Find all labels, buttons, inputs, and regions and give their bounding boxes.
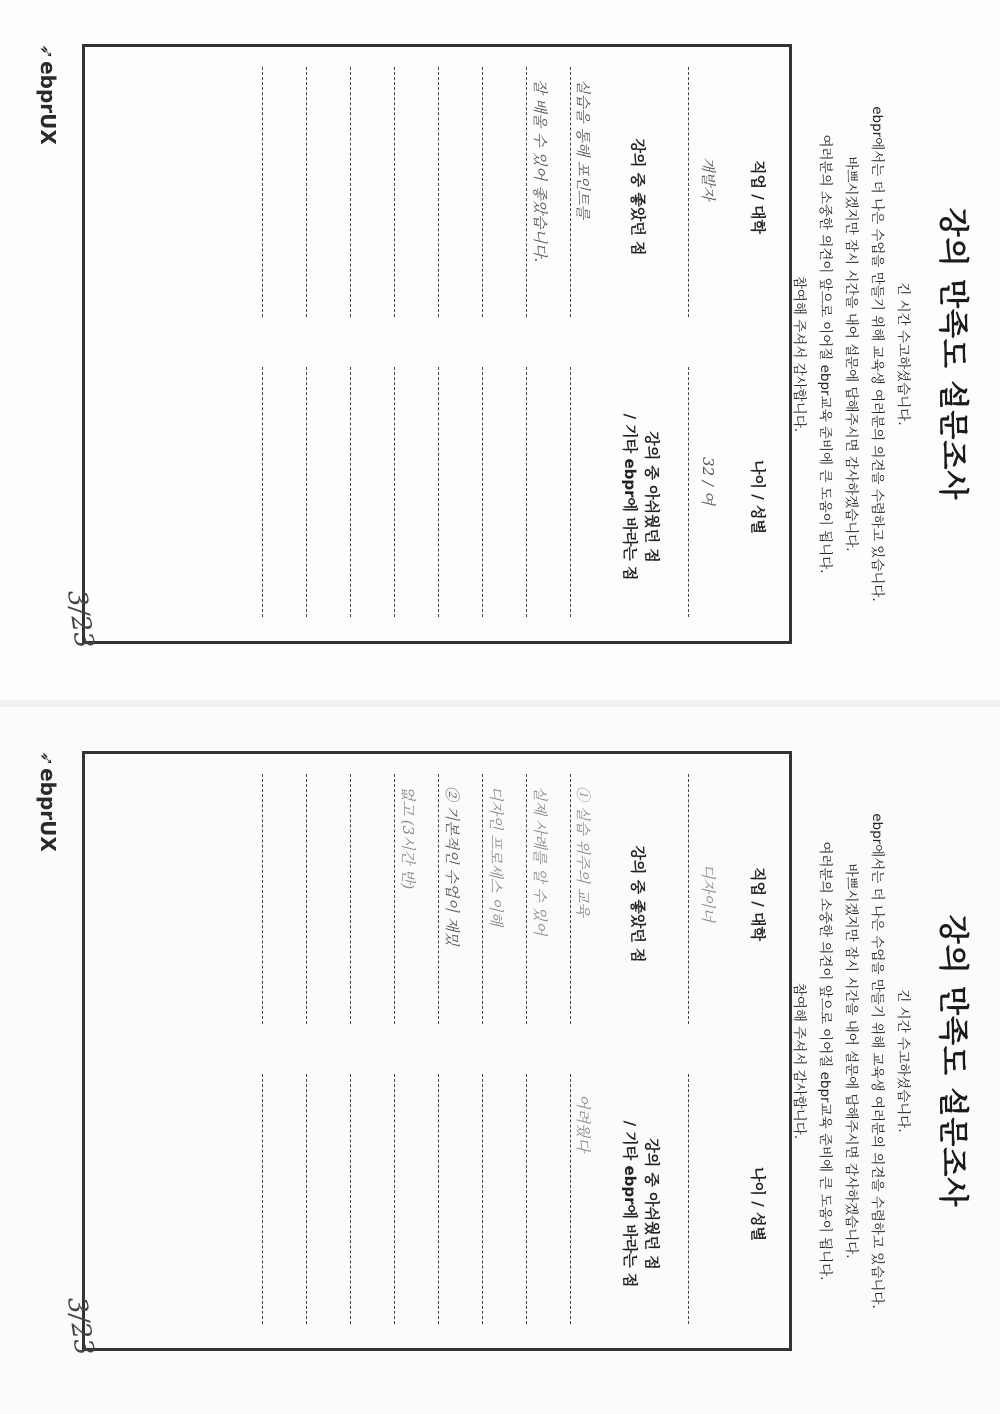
answer-line	[350, 1074, 351, 1324]
answer-line	[688, 67, 689, 317]
survey-sheet-bottom	[0, 707, 1000, 1414]
answer-line	[306, 774, 307, 1024]
intro-line: 여러분의 소중한 의견이 앞으로 이어질 ebpr교육 준비에 큰 도움이 됩니다.	[817, 841, 833, 1281]
answer-line	[394, 67, 395, 317]
intro-line: ebpr에서는 더 나은 수업을 만들기 위해 교육생 여러분의 의견을 수렴하고 있습니다.	[869, 106, 885, 602]
answer-line	[570, 774, 571, 1024]
regret-points-label: 강의 중 아쉬웠던 점	[643, 431, 661, 563]
good-answer-line-2: 실제 사례를 알 수 있어	[531, 786, 549, 936]
survey-form	[0, 4, 1000, 704]
answer-line	[262, 67, 263, 317]
answer-line	[438, 1074, 439, 1324]
job-answer: 디자이너	[699, 864, 717, 922]
intro-line: 참여해 주셔서 감사합니다.	[791, 982, 807, 1140]
answer-line	[438, 774, 439, 1024]
answer-line	[394, 367, 395, 617]
job-label: 직업 / 대학	[749, 867, 767, 941]
age-gender-label: 나이 / 성별	[749, 1167, 767, 1241]
bird-icon: ➶	[36, 44, 57, 60]
survey-intro	[786, 34, 916, 674]
ebprux-logo: ➶ebprUX	[36, 751, 60, 852]
good-answer-line-1: 실습을 통해 포인트를	[574, 79, 592, 219]
answer-line	[688, 367, 689, 617]
answer-line	[306, 367, 307, 617]
answer-line	[394, 1074, 395, 1324]
page-number: 3/23	[61, 587, 99, 650]
answer-line	[570, 1074, 571, 1324]
answer-line	[688, 1074, 689, 1324]
answer-line	[482, 1074, 483, 1324]
ebprux-logo: ➶ebprUX	[36, 44, 60, 145]
age-gender-answer: 32 / 여	[699, 457, 717, 506]
answer-line	[262, 367, 263, 617]
answer-line	[350, 774, 351, 1024]
survey-title: 강의 만족도 설문조사	[935, 207, 970, 501]
good-answer-line-2: 잘 배울 수 있어 좋았습니다.	[531, 79, 549, 263]
answer-line	[526, 367, 527, 617]
answer-line	[350, 367, 351, 617]
bird-icon: ➶	[36, 751, 57, 767]
good-answer-line-3: 디자인 프로세스 이해	[487, 786, 505, 926]
job-label: 직업 / 대학	[749, 160, 767, 234]
answer-line	[482, 367, 483, 617]
intro-line: 긴 시간 수고하셨습니다.	[895, 282, 911, 426]
answer-line	[394, 774, 395, 1024]
good-answer-line-5: 없고 (3시간 반)	[399, 786, 417, 890]
intro-line: ebpr에서는 더 나은 수업을 만들기 위해 교육생 여러분의 의견을 수렴하고 있습니다.	[869, 813, 885, 1309]
answer-line	[306, 67, 307, 317]
regret-answer-line-1: 어려웠다	[574, 1094, 592, 1152]
answer-line	[526, 774, 527, 1024]
good-points-label: 강의 중 좋았던 점	[629, 845, 647, 963]
good-points-label: 강의 중 좋았던 점	[629, 138, 647, 256]
survey-title: 강의 만족도 설문조사	[935, 914, 970, 1208]
survey-answer-box	[82, 751, 792, 1351]
survey-form	[0, 711, 1000, 1411]
answer-line	[262, 774, 263, 1024]
age-gender-label: 나이 / 성별	[749, 460, 767, 534]
answer-line	[262, 1074, 263, 1324]
wishes-label: / 기타 ebpr에 바라는 점	[621, 413, 639, 581]
answer-line	[570, 67, 571, 317]
intro-line: 여러분의 소중한 의견이 앞으로 이어질 ebpr교육 준비에 큰 도움이 됩니다.	[817, 134, 833, 574]
intro-line: 긴 시간 수고하셨습니다.	[895, 989, 911, 1133]
survey-intro	[786, 741, 916, 1381]
answer-line	[306, 1074, 307, 1324]
answer-line	[570, 367, 571, 617]
regret-points-label: 강의 중 아쉬웠던 점	[643, 1138, 661, 1270]
answer-line	[438, 367, 439, 617]
answer-line	[482, 774, 483, 1024]
answer-line	[482, 67, 483, 317]
wishes-label: / 기타 ebpr에 바라는 점	[621, 1120, 639, 1288]
survey-answer-box	[82, 44, 792, 644]
good-answer-line-1: ① 실습 위주의 교육	[574, 786, 592, 917]
answer-line	[526, 67, 527, 317]
job-answer: 개발자	[699, 157, 717, 201]
intro-line: 참여해 주셔서 감사합니다.	[791, 275, 807, 433]
answer-line	[350, 67, 351, 317]
intro-line: 바쁘시겠지만 잠시 시간을 내어 설문에 답해주시면 감사하겠습니다.	[843, 156, 859, 552]
answer-line	[438, 67, 439, 317]
answer-line	[526, 1074, 527, 1324]
good-answer-line-4: ② 기본적인 수업이 재밌	[443, 786, 461, 946]
page-number: 3/23	[61, 1294, 99, 1357]
intro-line: 바쁘시겠지만 잠시 시간을 내어 설문에 답해주시면 감사하겠습니다.	[843, 863, 859, 1259]
answer-line	[688, 774, 689, 1024]
